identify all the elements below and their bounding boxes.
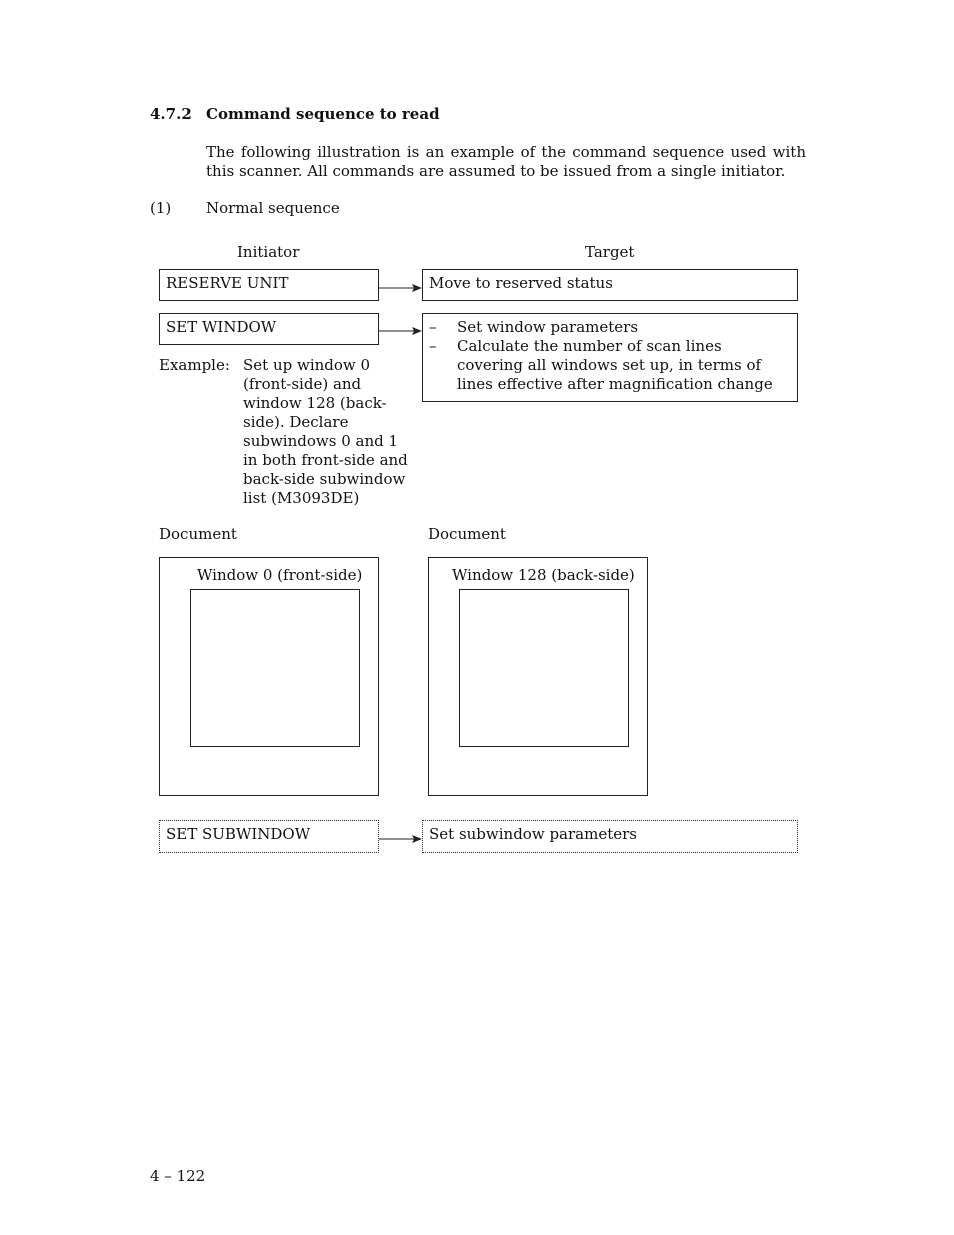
section-title: Command sequence to read (206, 105, 440, 123)
initiator-header: Initiator (237, 243, 300, 261)
example-text: Set up window 0 (front-side) and window 128 (back-side). Declare subwindows 0 and 1 in both front-side and back-side subwindow list (M3093DE) (243, 356, 408, 507)
subsection-title: Normal sequence (206, 199, 340, 217)
set-subwindow-command-box (159, 820, 379, 853)
reserve-unit-command: RESERVE UNIT (166, 274, 289, 292)
document-label-front: Document (159, 525, 237, 543)
intro-paragraph: The following illustration is an example of the command sequence used with this scanner. All commands are assumed to be issued from a single initiator. (206, 143, 806, 180)
window-128-rect (459, 589, 629, 747)
example-label: Example: (159, 356, 230, 374)
set-window-target-item-text: Set window parameters (457, 318, 639, 336)
reserve-unit-command-box (159, 269, 379, 301)
set-subwindow-arrow-icon (379, 833, 423, 845)
dash-bullet: – (429, 318, 437, 336)
document-front (159, 557, 379, 796)
set-window-command: SET WINDOW (166, 318, 277, 336)
window-0-label: Window 0 (front-side) (197, 566, 363, 584)
document-label-back: Document (428, 525, 506, 543)
reserve-unit-arrow-icon (379, 282, 423, 294)
window-128-label: Window 128 (back-side) (452, 566, 635, 584)
set-window-target-item (429, 337, 791, 394)
page-number: 4 – 122 (150, 1167, 206, 1185)
reserve-unit-target-box (422, 269, 798, 301)
reserve-unit-target: Move to reserved status (429, 274, 613, 292)
window-0-rect (190, 589, 360, 747)
target-header: Target (585, 243, 635, 261)
section-number: 4.7.2 (150, 105, 192, 123)
set-window-target-box (422, 313, 798, 402)
set-window-target-item (429, 318, 791, 337)
set-subwindow-command: SET SUBWINDOW (166, 825, 311, 843)
set-subwindow-target-box (422, 820, 798, 853)
dash-bullet: – (429, 337, 437, 355)
set-window-command-box (159, 313, 379, 345)
set-subwindow-target: Set subwindow parameters (429, 825, 637, 843)
set-window-target-list (429, 318, 791, 394)
set-window-target-item-text: Calculate the number of scan lines covering all windows set up, in terms of lines effective after magnification change (457, 337, 773, 393)
subsection-number: (1) (150, 199, 172, 217)
set-window-arrow-icon (379, 325, 423, 337)
document-back (428, 557, 648, 796)
